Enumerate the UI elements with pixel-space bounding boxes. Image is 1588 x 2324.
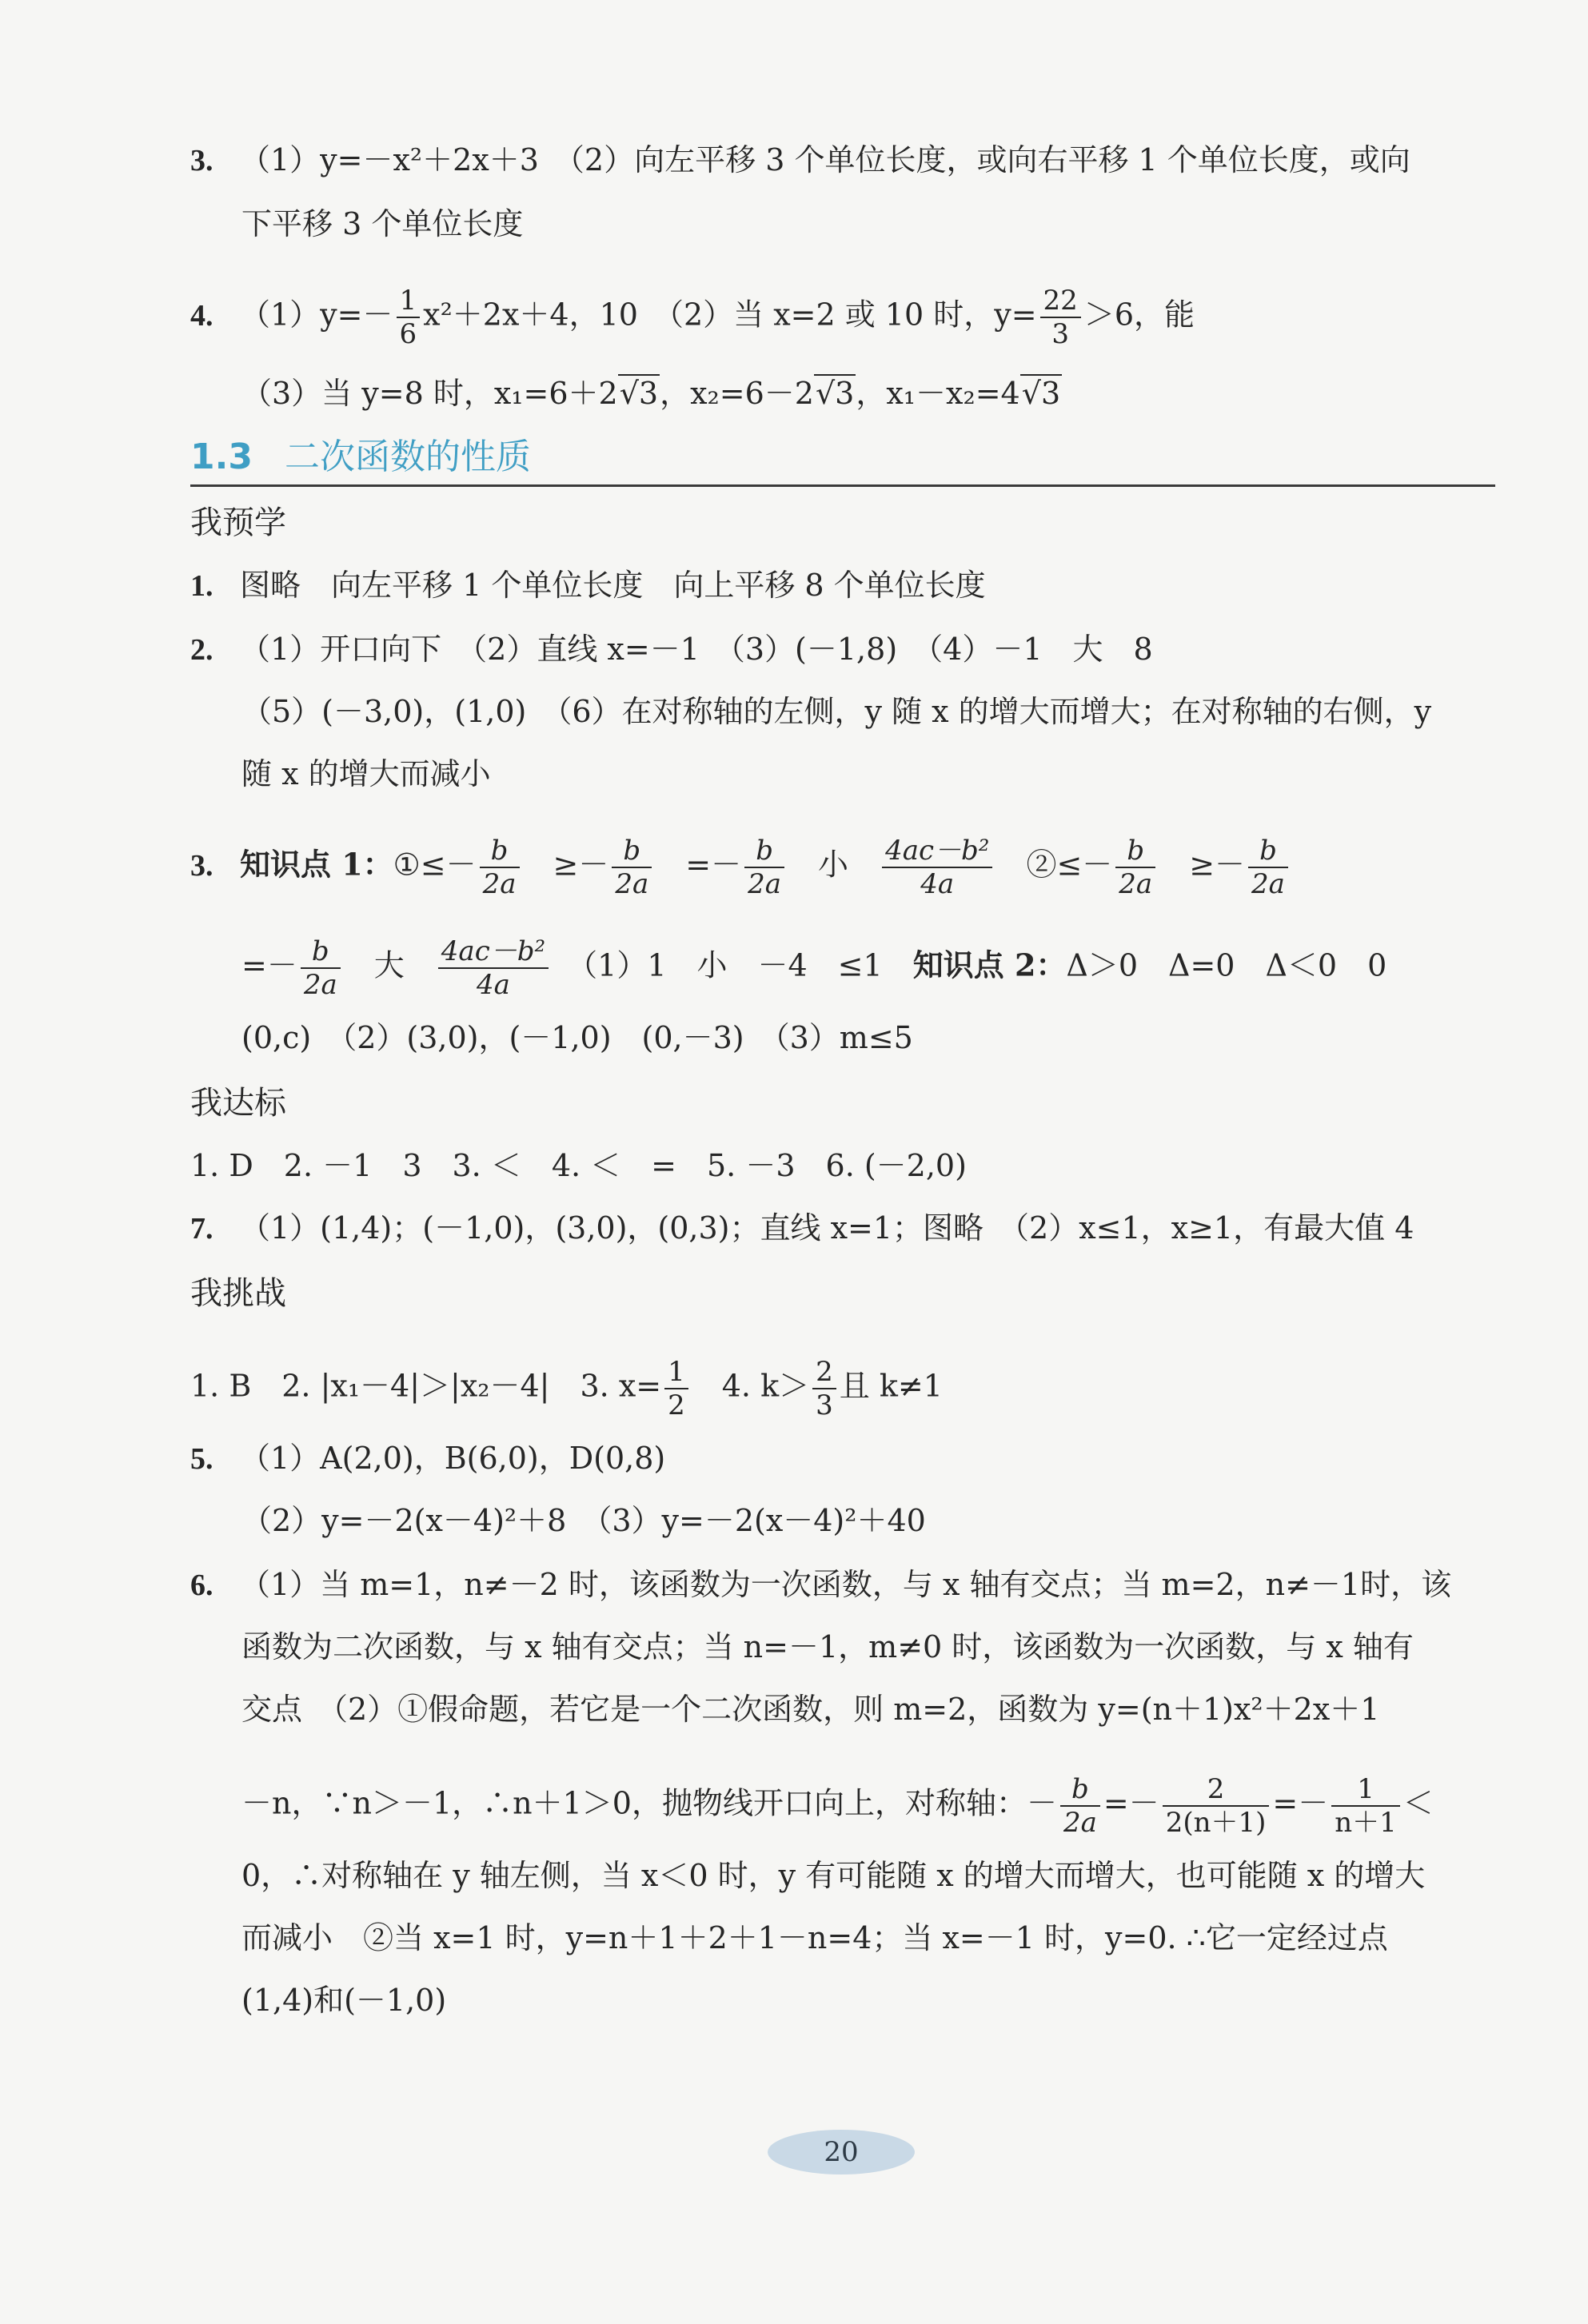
preview-answer-1: 1. 图略 向左平移 1 个单位长度 向上平移 8 个单位长度	[190, 568, 986, 603]
subheading-reach: 我达标	[190, 1085, 286, 1122]
preview-answer-2: 2. （1）开口向下 （2）直线 x=－1 （3）(－1,8) （4）－1 大 8	[190, 632, 1153, 667]
challenge-answer-6-line5: 0，∴对称轴在 y 轴左侧，当 x＜0 时，y 有可能随 x 的增大而增大，也可能随 x 的增大	[241, 1858, 1426, 1893]
challenge-answer-6: 6. （1）当 m=1，n≠－2 时，该函数为一次函数，与 x 轴有交点；当 m=2，n≠－1时，该	[190, 1567, 1452, 1602]
subheading-preview: 我预学	[190, 504, 286, 541]
preview-answer-3-cont: =－ $\frac{b}{2a}$ 大 $\frac{\text{4ac－b²}}{4a}$ （1）1 小 －4 ≤1 知识点 2：Δ＞0 Δ=0 Δ＜0 0	[241, 935, 1387, 1001]
challenge-answer-6-line6: 而减小 ②当 x=1 时，y=n＋1＋2＋1－n=4；当 x=－1 时，y=0. ∴它一定经过点	[241, 1920, 1388, 1955]
fraction: $\frac{b}{2a}$	[301, 935, 341, 1001]
reach-answers-1-6: 1. D 2. －1 3 3. ＜ 4. ＜ = 5. －3 6. (－2,0)	[190, 1148, 967, 1183]
sqrt-symbol: √3	[1021, 376, 1061, 411]
sqrt-symbol: √3	[619, 376, 659, 411]
answer-4-part3: （3）当 y=8 时，x₁=6＋2√3，x₂=6－2√3，x₁－x₂=4√3	[241, 376, 1061, 411]
fraction: $\frac{b}{2a}$	[612, 835, 652, 900]
fraction: $\frac{b}{2a}$	[480, 835, 520, 900]
fraction: $\frac{b}{2a}$	[1060, 1773, 1100, 1839]
answer-3-cont: 下平移 3 个单位长度	[241, 206, 524, 241]
challenge-answer-5-cont: （2）y=－2(x－4)²＋8 （3）y=－2(x－4)²＋40	[241, 1503, 926, 1538]
page-number: 20	[768, 2130, 915, 2175]
reach-answer-7: 7. （1）(1,4)；(－1,0)，(3,0)，(0,3)；直线 x=1；图略 （2）x≤1，x≥1，有最大值 4	[190, 1210, 1414, 1246]
fraction: $\frac{2}{3}$	[812, 1356, 836, 1421]
preview-answer-3-cont2: (0,c) （2）(3,0)，(－1,0) (0,－3) （3）m≤5	[241, 1020, 913, 1055]
fraction: $\frac{1}{2}$	[664, 1356, 688, 1421]
fraction: $\frac{1}{n+1}$	[1331, 1773, 1400, 1839]
challenge-answer-6-line2: 函数为二次函数，与 x 轴有交点；当 n=－1，m≠0 时，该函数为一次函数，与 x 轴有	[241, 1629, 1414, 1664]
fraction: $\frac{\text{4ac－b²}}{4a}$	[882, 835, 992, 900]
section-divider	[190, 484, 1495, 487]
preview-answer-2-cont: （5）(－3,0)，(1,0) （6）在对称轴的左侧，y 随 x 的增大而增大；在对称轴的右侧，y	[241, 694, 1432, 729]
fraction: $\frac{2}{2(n+1)}$	[1163, 1773, 1270, 1839]
answer-4: 4. （1）y=－ $\frac{1}{6}$ x²＋2x＋4，10 （2）当 x=2 或 10 时，y= $\frac{22}{3}$ ＞6，能	[190, 285, 1195, 350]
answer-3: 3. （1）y=－x²＋2x＋3 （2）向左平移 3 个单位长度，或向右平移 1 个单位长度，或向	[190, 142, 1410, 177]
fraction: $\frac{1}{6}$	[397, 285, 421, 350]
challenge-answer-6-line7: (1,4)和(－1,0)	[241, 1983, 447, 2018]
subheading-challenge: 我挑战	[190, 1275, 286, 1312]
preview-answer-3: 3. 知识点 1：①≤－ $\frac{b}{2a}$ ≥－ $\frac{b}{2a}$ =－ $\frac{b}{2a}$ 小 $\frac{\text{4ac－b²}}{4a}$ ②≤－ $\frac{b}{2a}$ ≥－ $\frac{b}{2a}$	[190, 835, 1291, 900]
fraction: $\frac{22}{3}$	[1040, 285, 1081, 350]
sqrt-symbol: √3	[815, 376, 855, 411]
preview-answer-2-cont2: 随 x 的增大而减小	[241, 756, 491, 791]
fraction: $\frac{b}{2a}$	[1248, 835, 1288, 900]
fraction: $\frac{\text{4ac－b²}}{4a}$	[438, 935, 549, 1001]
challenge-answer-5: 5. （1）A(2,0)，B(6,0)，D(0,8)	[190, 1441, 666, 1476]
challenge-answer-6-line3: 交点 （2）①假命题，若它是一个二次函数，则 m=2，函数为 y=(n＋1)x²＋2x＋1	[241, 1692, 1380, 1727]
section-title: 1.3 二次函数的性质	[190, 436, 531, 477]
challenge-answers-1-4: 1. B 2. |x₁－4|＞|x₂－4| 3. x= $\frac{1}{2}$ 4. k＞ $\frac{2}{3}$ 且 k≠1	[190, 1356, 943, 1421]
challenge-answer-6-line4: －n，∵n＞－1，∴n＋1＞0，抛物线开口向上，对称轴：－ $\frac{b}{2a}$ =－ $\frac{2}{2(n+1)}$ =－ $\frac{1}{n+1}$ ＜	[241, 1773, 1434, 1839]
fraction: $\frac{b}{2a}$	[744, 835, 784, 900]
fraction: $\frac{b}{2a}$	[1115, 835, 1155, 900]
